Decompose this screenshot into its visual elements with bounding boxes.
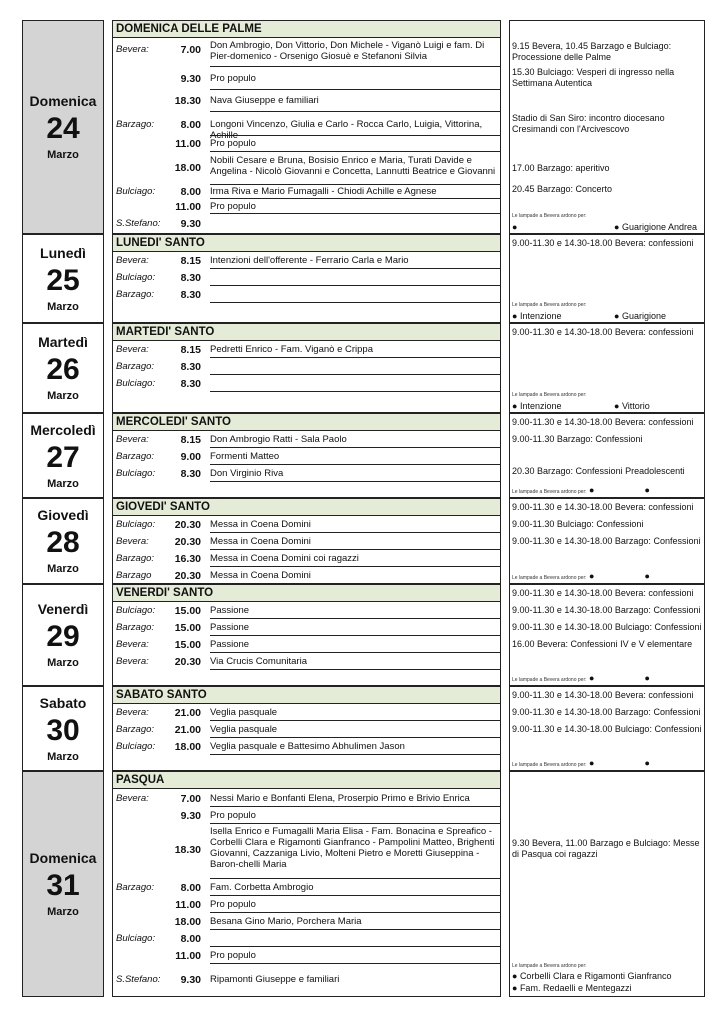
notes-24 [509, 20, 705, 234]
mass-row [113, 516, 500, 533]
note: 9.15 Bevera, 10.45 Barzago e Bulciago: Processione delle Palme [512, 41, 672, 62]
lamp-note: Le lampade a Bevera ardono per: [512, 963, 587, 969]
day-month: Marzo [47, 657, 79, 669]
mass-row [113, 431, 500, 448]
mass-time: 20.30 [174, 570, 201, 582]
day-number: 29 [46, 620, 80, 653]
day-number: 25 [46, 263, 80, 297]
day-month: Marzo [47, 750, 79, 763]
location: Bevera: [116, 344, 149, 355]
mass-time: 18.30 [174, 95, 201, 107]
mass-time: 21.00 [174, 707, 201, 719]
mass-row [113, 738, 500, 755]
lamp-bullet: ● Guarigione Andrea [614, 222, 697, 232]
day-month: Marzo [47, 390, 79, 402]
notes-28 [509, 498, 705, 584]
intention [210, 272, 500, 286]
intention: Nessi Mario e Bonfanti Elena, Proserpio Primo e Brivio Enrica [210, 793, 500, 807]
intention: Pro populo [210, 138, 500, 152]
lamp-note: Le lampade a Bevera ardono per: [512, 392, 587, 398]
intention: Besana Gino Mario, Porchera Maria [210, 916, 500, 930]
mass-time: 8.15 [180, 255, 201, 267]
note: 9.00-11.30 e 14.30-18.00 Bevera: confessioni [512, 588, 694, 598]
location: Bevera: [116, 536, 149, 547]
day-block-29 [22, 584, 104, 686]
note: 9.00-11.30 e 14.30-18.00 Barzago: Confessioni [512, 707, 701, 717]
mass-row [113, 879, 500, 896]
mass-row [113, 947, 500, 964]
mass-row [113, 358, 500, 375]
masses-26 [112, 323, 501, 413]
mass-time: 18.00 [174, 741, 201, 753]
location: Bulciago: [116, 468, 156, 479]
intention: Pro populo [210, 810, 500, 824]
mass-row [113, 152, 500, 185]
intention: Via Crucis Comunitaria [210, 656, 500, 670]
day-title: VENERDI' SANTO [113, 585, 500, 602]
day-title: PASQUA [113, 772, 500, 789]
mass-row [113, 465, 500, 482]
intention: Don Ambrogio Ratti - Sala Paolo [210, 434, 500, 448]
lamp-row: Le lampade a Bevera ardono per: ● ● [512, 758, 650, 768]
location: Barzago: [116, 361, 155, 372]
day-number: 31 [46, 869, 80, 902]
mass-row [113, 636, 500, 653]
mass-row [113, 824, 500, 879]
note: 9.00-11.30 e 14.30-18.00 Bulciago: Confessioni [512, 622, 702, 632]
mass-row [113, 341, 500, 358]
note: 9.00-11.30 e 14.30-18.00 Bevera: confessioni [512, 502, 694, 512]
day-number: 30 [46, 713, 80, 747]
note: 9.00-11.30 e 14.30-18.00 Bevera: confessioni [512, 327, 694, 337]
mass-row [113, 269, 500, 286]
intention [210, 378, 500, 392]
day-name: Martedì [38, 334, 88, 350]
intention: Pro populo [210, 73, 500, 90]
intention: Pro populo [210, 950, 500, 964]
intention: Veglia pasquale e Battesimo Abhulimen Jason [210, 741, 500, 755]
mass-time: 8.30 [180, 378, 201, 390]
intention: Formenti Matteo [210, 451, 500, 465]
intention: Messa in Coena Domini coi ragazzi [210, 553, 500, 567]
mass-time: 8.15 [180, 434, 201, 446]
intention [210, 289, 500, 303]
mass-row [113, 90, 500, 112]
location: Barzago [116, 570, 152, 581]
note: 9.00-11.30 e 14.30-18.00 Bevera: confessioni [512, 417, 694, 427]
mass-time: 9.30 [180, 810, 201, 822]
intention: Passione [210, 622, 500, 636]
mass-time: 11.00 [175, 899, 201, 911]
masses-24 [112, 20, 501, 234]
mass-time: 20.30 [174, 656, 201, 668]
intention: Veglia pasquale [210, 707, 500, 721]
masses-28 [112, 498, 501, 584]
intention: Pedretti Enrico - Fam. Viganò e Crippa [210, 344, 500, 358]
location: Bulciago: [116, 519, 156, 530]
lamp-bullet: ● Corbelli Clara e Rigamonti Gianfranco [512, 971, 672, 981]
location: Bulciago: [116, 186, 156, 197]
day-title: DOMENICA DELLE PALME [113, 21, 500, 38]
mass-row [113, 602, 500, 619]
intention: Longoni Vincenzo, Giulia e Carlo - Rocca Carlo, Luigia, Vittorina, Achille [210, 119, 500, 136]
note: 9.00-11.30 e 14.30-18.00 Bulciago: Confessioni [512, 724, 702, 734]
note: 9.00-11.30 e 14.30-18.00 Barzago: Confessioni [512, 605, 701, 615]
location: Barzago: [116, 553, 155, 564]
mass-time: 9.30 [180, 974, 201, 986]
day-name: Venerdì [37, 601, 89, 617]
mass-row [113, 533, 500, 550]
mass-time: 20.30 [174, 519, 201, 531]
lamp-row: Le lampade a Bevera ardono per: ● ● [512, 485, 650, 495]
mass-row [113, 38, 500, 68]
note: 9.30 Bevera, 11.00 Barzago e Bulciago: Messe di Pasqua coi ragazzi [512, 838, 700, 859]
lamp-row: Le lampade a Bevera ardono per: ● ● [512, 673, 650, 683]
mass-row [113, 68, 500, 90]
mass-row [113, 286, 500, 303]
location: Bulciago: [116, 272, 156, 283]
location: Bevera: [116, 639, 149, 650]
intention: Passione [210, 605, 500, 619]
day-month: Marzo [47, 477, 79, 490]
day-title: MARTEDI' SANTO [113, 324, 500, 341]
intention: Isella Enrico e Fumagalli Maria Elisa - Fam. Bonacina e Spreafico - Corbelli Clara e Rigamonti Gianfranco - Pampolini Matteo, Brighenti Giovanni, Cazzaniga Livio, Molteni Pietro e Moretti Giuseppina - Baron-chelli Maria [210, 826, 500, 879]
intention: Messa in Coena Domini [210, 570, 500, 584]
intention [210, 218, 500, 234]
day-month: Marzo [47, 149, 79, 161]
mass-row [113, 930, 500, 947]
location: Barzago: [116, 119, 155, 130]
mass-time: 8.00 [180, 186, 201, 198]
mass-time: 15.00 [174, 622, 201, 634]
location: Barzago: [116, 451, 155, 462]
note: 9.00-11.30 e 14.30-18.00 Bevera: confessioni [512, 690, 694, 700]
location: Bevera: [116, 255, 149, 266]
intention: Irma Riva e Mario Fumagalli - Chiodi Achille e Agnese [210, 186, 500, 199]
mass-row [113, 199, 500, 214]
location: Bulciago: [116, 933, 156, 944]
mass-row [113, 653, 500, 670]
day-month: Marzo [47, 563, 79, 575]
intention: Nava Giuseppe e familiari [210, 95, 500, 112]
location: Bulciago: [116, 605, 156, 616]
day-number: 26 [46, 353, 80, 386]
day-number: 24 [46, 112, 80, 145]
mass-row [113, 619, 500, 636]
mass-time: 8.30 [180, 468, 201, 480]
location: Bulciago: [116, 378, 156, 389]
note: 15.30 Bulciago: Vesperi di ingresso nella Settimana Autentica [512, 67, 675, 88]
day-block-30 [22, 686, 104, 771]
mass-time: 8.00 [180, 933, 201, 945]
intention: Intenzioni dell'offerente - Ferrario Carla e Mario [210, 255, 500, 269]
location: Bevera: [116, 44, 149, 55]
day-name: Sabato [39, 694, 87, 711]
note: 16.00 Bevera: Confessioni IV e V elementare [512, 639, 693, 649]
day-title: LUNEDI' SANTO [113, 235, 500, 252]
location: S.Stefano: [116, 218, 161, 229]
lamp-bullet: ● Intenzione [512, 311, 562, 321]
notes-27 [509, 413, 705, 498]
mass-row [113, 704, 500, 721]
day-number: 27 [46, 440, 80, 474]
mass-time: 16.30 [174, 553, 201, 565]
location: Barzago: [116, 724, 155, 735]
mass-row [113, 375, 500, 392]
intention: Pro populo [210, 201, 500, 214]
day-block-31 [22, 771, 104, 997]
note: 20.30 Barzago: Confessioni Preadolescenti [512, 466, 685, 476]
masses-25 [112, 234, 501, 323]
mass-time: 11.00 [175, 950, 201, 962]
day-name: Domenica [29, 93, 97, 109]
note: 9.00-11.30 Bulciago: Confessioni [512, 519, 644, 529]
lamp-note: Le lampade a Bevera ardono per: [512, 302, 587, 308]
location: Barzago: [116, 622, 155, 633]
mass-row [113, 964, 500, 996]
mass-time: 8.00 [180, 882, 201, 894]
day-name: Domenica [29, 850, 97, 866]
intention: Pro populo [210, 899, 500, 913]
mass-time: 8.30 [180, 361, 201, 373]
mass-row [113, 185, 500, 199]
intention: Messa in Coena Domini [210, 519, 500, 533]
masses-29 [112, 584, 501, 686]
notes-29 [509, 584, 705, 686]
mass-row [113, 913, 500, 930]
location: Bevera: [116, 707, 149, 718]
masses-31 [112, 771, 501, 997]
lamp-row: Le lampade a Bevera ardono per: ● ● [512, 571, 650, 581]
location: Bevera: [116, 656, 149, 667]
intention: Messa in Coena Domini [210, 536, 500, 550]
mass-row [113, 789, 500, 807]
mass-time: 18.00 [174, 916, 201, 928]
intention: Passione [210, 639, 500, 653]
intention: Ripamonti Giuseppe e familiari [210, 974, 340, 985]
lamp-bullet: ● Guarigione [614, 311, 666, 321]
mass-time: 21.00 [174, 724, 201, 736]
mass-row [113, 807, 500, 824]
mass-row [113, 721, 500, 738]
intention: Don Virginio Riva [210, 468, 500, 482]
notes-25 [509, 234, 705, 323]
masses-30 [112, 686, 501, 771]
mass-row [113, 214, 500, 233]
mass-time: 8.30 [180, 272, 201, 284]
mass-row [113, 252, 500, 269]
mass-time: 15.00 [174, 639, 201, 651]
mass-time: 18.00 [174, 162, 201, 174]
location: Bulciago: [116, 741, 156, 752]
day-block-26 [22, 323, 104, 413]
day-block-25 [22, 234, 104, 323]
intention [210, 933, 500, 947]
mass-time: 9.30 [180, 218, 201, 230]
mass-time: 15.00 [174, 605, 201, 617]
note: 9.00-11.30 Barzago: Confessioni [512, 434, 643, 444]
mass-time: 8.30 [180, 289, 201, 301]
location: Bevera: [116, 793, 149, 804]
notes-30 [509, 686, 705, 771]
day-title: SABATO SANTO [113, 687, 500, 704]
mass-time: 20.30 [174, 536, 201, 548]
mass-time: 7.00 [180, 44, 201, 56]
mass-row [113, 567, 500, 584]
intention: Veglia pasquale [210, 724, 500, 738]
notes-26 [509, 323, 705, 413]
intention: Nobili Cesare e Bruna, Bosisio Enrico e Maria, Turati Davide e Angelina - Nicolò Giovanni e Concetta, Lannutti Beatrice e Giovanni [210, 155, 500, 185]
day-name: Giovedì [37, 507, 89, 523]
mass-time: 18.30 [174, 844, 201, 856]
mass-row [113, 550, 500, 567]
day-block-28 [22, 498, 104, 584]
day-name: Mercoledì [30, 421, 96, 438]
intention: Don Ambrogio, Don Vittorio, Don Michele - Viganò Luigi e fam. Di Pier-domenico - Orsenigo Giosuè e Stefanoni Silvia [210, 40, 500, 67]
note: 20.45 Barzago: Concerto [512, 184, 613, 194]
day-title: GIOVEDI' SANTO [113, 499, 500, 516]
location: S.Stefano: [116, 974, 161, 985]
note: 9.00-11.30 e 14.30-18.00 Barzago: Confessioni [512, 536, 701, 546]
masses-27 [112, 413, 501, 498]
note: Stadio di San Siro: incontro diocesano Cresimandi con l'Arcivescovo [512, 113, 665, 134]
location: Barzago: [116, 289, 155, 300]
lamp-bullet: ● Fam. Redaelli e Mentegazzi [512, 983, 632, 993]
day-number: 28 [46, 526, 80, 559]
intention [210, 361, 500, 375]
mass-time: 11.00 [175, 138, 201, 150]
mass-time: 8.00 [180, 119, 201, 131]
notes-31 [509, 771, 705, 997]
mass-time: 11.00 [175, 201, 201, 213]
mass-time: 9.00 [180, 451, 201, 463]
mass-row [113, 136, 500, 152]
mass-row [113, 448, 500, 465]
location: Bevera: [116, 434, 149, 445]
mass-row [113, 896, 500, 913]
day-month: Marzo [47, 906, 79, 918]
day-title: MERCOLEDI' SANTO [113, 414, 500, 431]
note: 9.00-11.30 e 14.30-18.00 Bevera: confessioni [512, 238, 694, 248]
mass-time: 8.15 [180, 344, 201, 356]
lamp-bullet: ● [512, 222, 518, 232]
mass-row [113, 112, 500, 141]
intention: Fam. Corbetta Ambrogio [210, 882, 500, 896]
lamp-bullet: ● Intenzione [512, 401, 562, 411]
lamp-bullet: ● Vittorio [614, 401, 650, 411]
day-month: Marzo [47, 300, 79, 313]
day-block-27 [22, 413, 104, 498]
day-block-24 [22, 20, 104, 234]
location: Barzago: [116, 882, 155, 893]
mass-time: 9.30 [180, 73, 201, 85]
note: 17.00 Barzago: aperitivo [512, 163, 610, 173]
day-name: Lunedì [40, 244, 86, 261]
mass-time: 7.00 [180, 793, 201, 805]
lamp-note: Le lampade a Bevera ardono per: [512, 213, 587, 219]
